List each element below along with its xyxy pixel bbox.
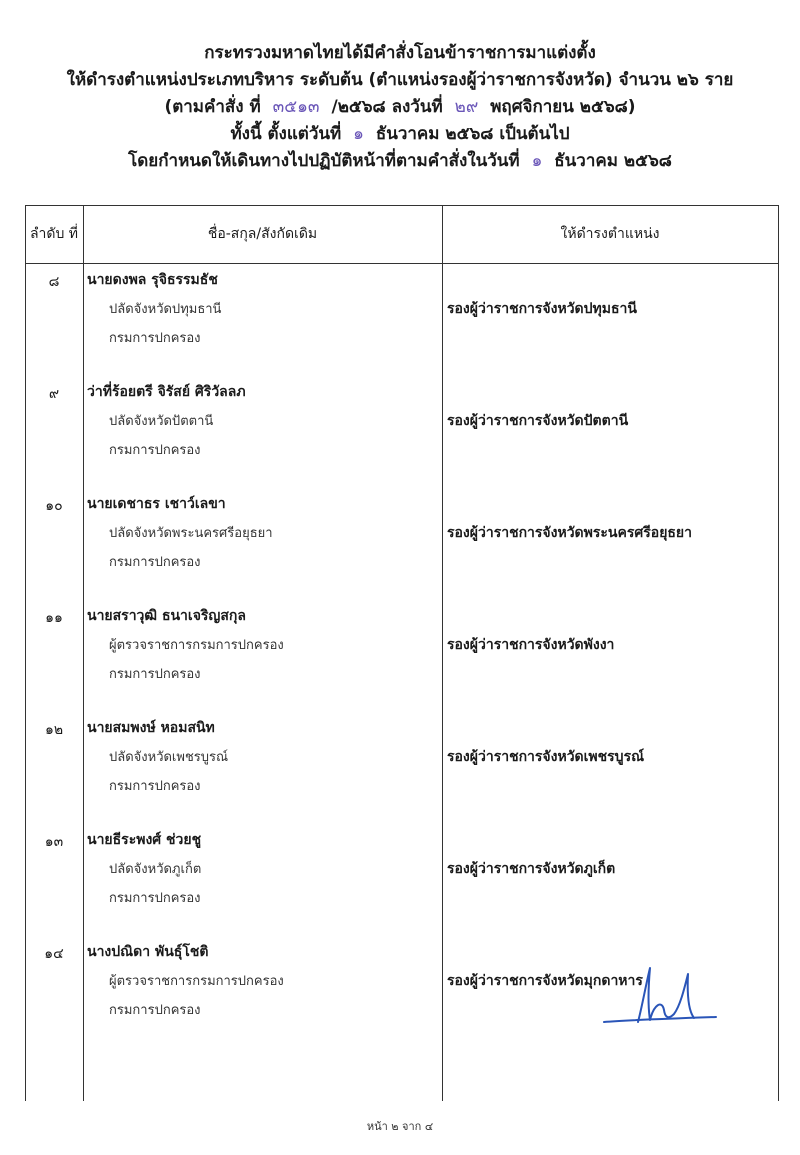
former-position: ผู้ตรวจราชการกรมการปกครอง: [109, 974, 284, 989]
duty-prefix: โดยกำหนดให้เดินทางไปปฏิบัติหน้าที่ตามคำสั่งในวันที่: [128, 151, 520, 171]
table-row: [25, 489, 779, 601]
former-department: กรมการปกครอง: [109, 331, 201, 346]
page-number: หน้า ๒ จาก ๔: [366, 1120, 434, 1133]
former-position: ปลัดจังหวัดพระนครศรีอยุธยา: [109, 526, 273, 541]
person-name: นายธีระพงศ์ ช่วยชู: [87, 832, 202, 848]
former-department: กรมการปกครอง: [109, 779, 201, 794]
duty-suffix: ธันวาคม ๒๕๖๘: [554, 151, 672, 171]
former-position: ปลัดจังหวัดภูเก็ต: [109, 862, 202, 877]
effective-day-handwritten: ๑: [353, 124, 364, 144]
document-header: [0, 40, 800, 175]
row-number: ๑๔: [44, 946, 64, 962]
column-header-number: ลำดับ ที่: [29, 226, 79, 242]
table-row: [25, 713, 779, 825]
order-mid: /๒๕๖๘ ลงวันที่: [331, 97, 443, 117]
new-position: รองผู้ว่าราชการจังหวัดภูเก็ต: [447, 861, 616, 877]
new-position: รองผู้ว่าราชการจังหวัดปทุมธานี: [447, 301, 637, 317]
order-number-handwritten: ๓๕๑๓: [272, 97, 320, 117]
row-number: ๙: [48, 386, 60, 402]
effective-prefix: ทั้งนี้ ตั้งแต่วันที่: [230, 124, 342, 144]
person-name: นางปณิดา พันธุ์โชติ: [87, 944, 209, 960]
person-name: นายเดชาธร เชาว์เลขา: [87, 496, 226, 512]
former-department: กรมการปกครอง: [109, 891, 201, 906]
table-row: [25, 377, 779, 489]
person-name: ว่าที่ร้อยตรี จิรัสย์ ศิริวัลลภ: [87, 384, 246, 400]
new-position: รองผู้ว่าราชการจังหวัดปัตตานี: [447, 413, 629, 429]
order-suffix: พฤศจิกายน ๒๕๖๘): [490, 97, 636, 117]
former-position: ผู้ตรวจราชการกรมการปกครอง: [109, 638, 284, 653]
row-number: ๑๑: [45, 610, 63, 626]
column-header-name: ชื่อ-สกุล/สังกัดเดิม: [207, 226, 318, 242]
row-number: ๘: [48, 274, 60, 290]
header-line-3: [0, 94, 800, 121]
order-day-handwritten: ๒๙: [454, 97, 479, 117]
former-position: ปลัดจังหวัดปทุมธานี: [109, 302, 222, 317]
header-line-4: [0, 121, 800, 148]
table-row: [25, 601, 779, 713]
column-header-position: ให้ดำรงตำแหน่ง: [560, 226, 660, 242]
order-prefix: (ตามคำสั่ง ที่: [164, 97, 261, 117]
duty-day-handwritten: ๑: [531, 151, 543, 171]
former-position: ปลัดจังหวัดเพชรบูรณ์: [109, 750, 229, 765]
former-department: กรมการปกครอง: [109, 1003, 201, 1018]
row-number: ๑๐: [45, 498, 63, 514]
person-name: นายดงพล รุจิธรรมธัช: [87, 272, 218, 288]
new-position: รองผู้ว่าราชการจังหวัดมุกดาหาร: [447, 973, 643, 989]
new-position: รองผู้ว่าราชการจังหวัดพังงา: [447, 637, 615, 653]
header-line-2: ให้ดำรงตำแหน่งประเภทบริหาร ระดับต้น (ตำแหน่งรองผู้ว่าราชการจังหวัด) จำนวน ๒๖ ราย: [66, 70, 734, 90]
signature-icon: [598, 962, 718, 1032]
row-number: ๑๓: [44, 834, 64, 850]
effective-suffix: ธันวาคม ๒๕๖๘ เป็นต้นไป: [375, 124, 570, 144]
row-number: ๑๒: [44, 722, 64, 738]
person-name: นายสราวุฒิ ธนาเจริญสกุล: [87, 608, 246, 624]
person-name: นายสมพงษ์ หอมสนิท: [87, 720, 215, 736]
former-department: กรมการปกครอง: [109, 555, 201, 570]
header-line-1: กระทรวงมหาดไทยได้มีคำสั่งโอนข้าราชการมาแต่งตั้ง: [204, 43, 596, 63]
former-department: กรมการปกครอง: [109, 443, 201, 458]
former-department: กรมการปกครอง: [109, 667, 201, 682]
new-position: รองผู้ว่าราชการจังหวัดพระนครศรีอยุธยา: [447, 525, 692, 541]
header-line-5: [0, 148, 800, 175]
table-row: [25, 825, 779, 937]
new-position: รองผู้ว่าราชการจังหวัดเพชรบูรณ์: [447, 749, 645, 765]
former-position: ปลัดจังหวัดปัตตานี: [109, 414, 214, 429]
table-header-rule: [25, 263, 779, 264]
table-row: [25, 265, 779, 377]
